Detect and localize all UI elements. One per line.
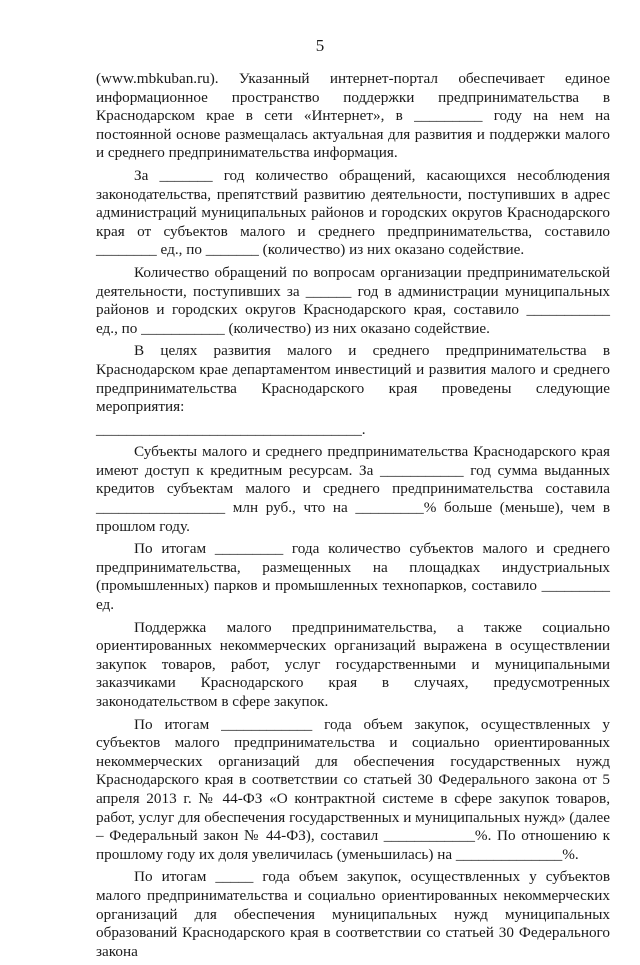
document-body	[96, 70, 610, 965]
paragraph-measures-blank: ___________________________________.	[96, 420, 366, 438]
paragraph-appeals-legislation: За _______ год количество обращений, касающихся несоблюдения законодательства, препятствий развитию деятельности, поступивших в адрес администраций муниципальных районов и городских округов Краснодарского края от субъектов малого и среднего предпринимательства, составило ________ ед., по _______ (количество) из них оказано содействие.	[96, 166, 610, 259]
paragraph-development-measures: В целях развития малого и среднего предпринимательства в Краснодарском крае департаментом инвестиций и развития малого и среднего предпринимательства Краснодарского края проведены следующие мероприятия:	[96, 342, 610, 416]
page-number: 5	[315, 36, 325, 55]
paragraph-credit-resources: Субъекты малого и среднего предпринимательства Краснодарского края имеют доступ к кредитным ресурсам. За ___________ год сумма выданных кредитов субъектам малого и среднего предпринимательства составила _________________ млн руб., что на _________% больше (меньше), чем в прошлом году.	[96, 443, 610, 535]
paragraph-municipal-procurement: По итогам _____ года объем закупок, осуществленных у субъектов малого предпринимательства и социально ориентированных некоммерческих организаций для обеспечения муниципальных нужд муниципальных образований Краснодарского края в соответствии со статьей 30 Федерального закона	[96, 868, 610, 960]
paragraph-state-procurement: По итогам ____________ года объем закупок, осуществленных у субъектов малого предпринимательства и социально ориентированных некоммерческих организаций для обеспечения государственных нужд Краснодарского края в соответствии со статьей 30 Федерального закона от 5 апреля 2013 г. № 44-ФЗ «О контрактной системе в сфере закупок товаров, работ, услуг для обеспечения государственных и муниципальных нужд» (далее – Федеральный закон № 44-ФЗ), составил ____________%. По отношению к прошлому году их доля увеличилась (уменьшилась) на ______________%.	[96, 715, 610, 863]
paragraph-portal: (www.mbkuban.ru). Указанный интернет-портал обеспечивает единое информационное пространство поддержки предпринимательства в Краснодарском крае в сети «Интернет», в _________ году на нем на постоянной основе размещалась актуальная для развития и поддержки малого и среднего предпринимательства информация.	[96, 70, 610, 162]
paragraph-appeals-organization: Количество обращений по вопросам организации предпринимательской деятельности, поступивших за ______ год в администрации муниципальных районов и городских округов Краснодарского края, составило ___________ ед., по ___________ (количество) из них оказано содействие.	[96, 263, 610, 337]
paragraph-procurement-support: Поддержка малого предпринимательства, а также социально ориентированных некоммерческих организаций выражена в осуществлении закупок товаров, работ, услуг государственными и муниципальными заказчиками Краснодарского края в случаях, предусмотренных законодательством в сфере закупок.	[96, 618, 610, 710]
paragraph-industrial-parks: По итогам _________ года количество субъектов малого и среднего предпринимательства, размещенных на площадках индустриальных (промышленных) парков и промышленных технопарков, составило _________ ед.	[96, 540, 610, 614]
